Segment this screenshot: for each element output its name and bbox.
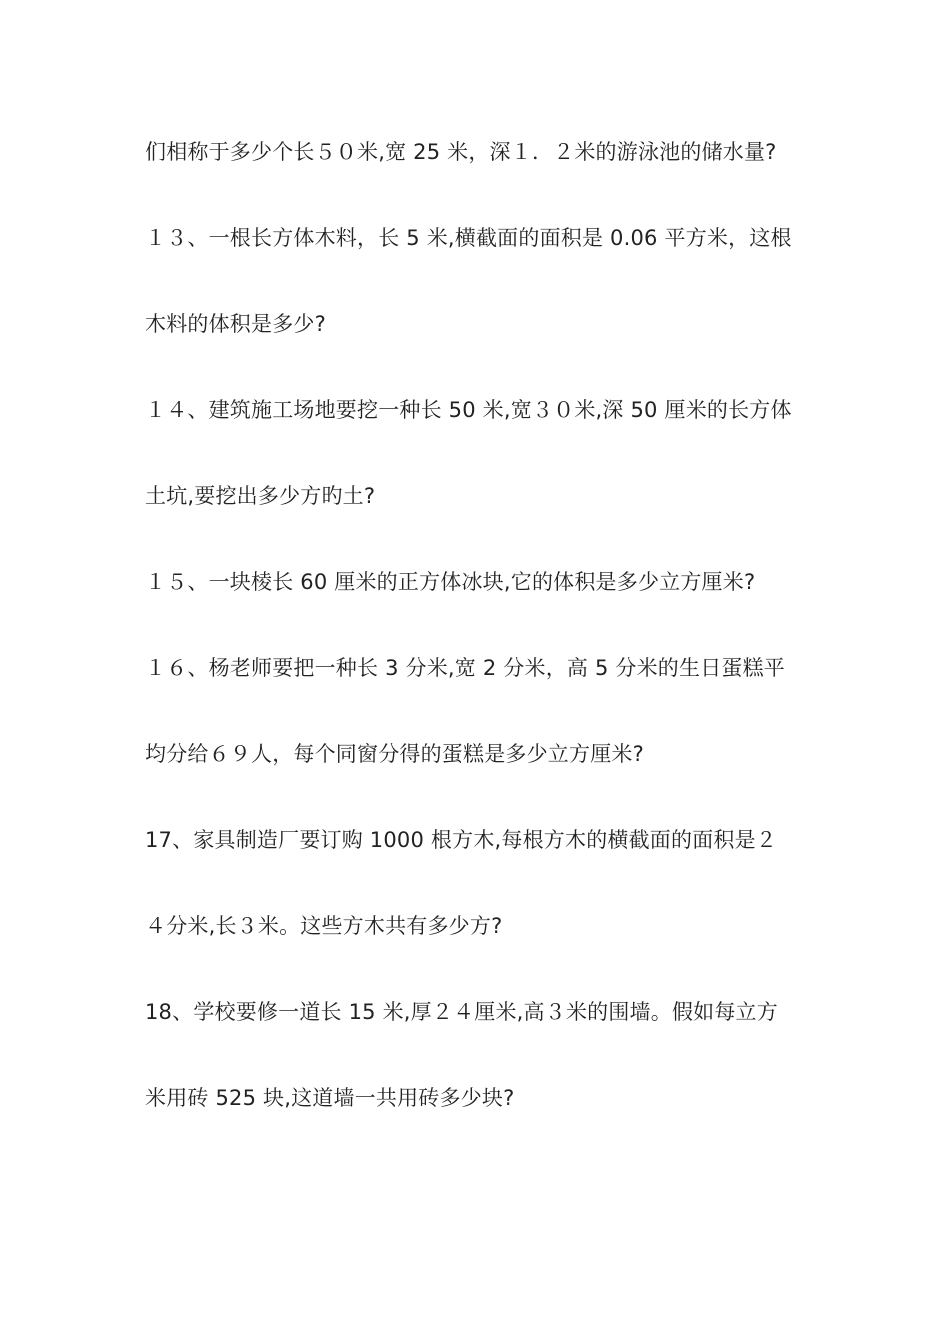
problem-15-line-1: １５、一块棱长 60 厘米的正方体冰块,它的体积是多少立方厘米? bbox=[145, 570, 756, 594]
problem-18-line-2: 米用砖 525 块,这道墙一共用砖多少块? bbox=[145, 1086, 515, 1110]
problem-14-line-2: 土坑,要挖出多少方旳土? bbox=[145, 484, 376, 508]
problem-13-line-1: １３、一根长方体木料，长 5 米,横截面的面积是 0.06 平方米，这根 bbox=[145, 226, 792, 250]
problem-16-line-1: １６、杨老师要把一种长 3 分米,宽 2 分米，高 5 分米的生日蛋糕平 bbox=[145, 656, 786, 680]
problem-18-line-1: 18、学校要修一道长 15 米,厚２４厘米,高３米的围墙。假如每立方 bbox=[145, 1000, 778, 1024]
problem-13-line-2: 木料的体积是多少? bbox=[145, 312, 326, 336]
problem-14-line-1: １４、建筑施工场地要挖一种长 50 米,宽３０米,深 50 厘米的长方体 bbox=[145, 398, 792, 422]
problem-16-line-2: 均分给６９人，每个同窗分得的蛋糕是多少立方厘米? bbox=[145, 742, 644, 766]
problem-17-line-2: ４分米,长３米。这些方木共有多少方? bbox=[145, 914, 503, 938]
text-line: 们相称于多少个长５０米,宽 25 米，深１．２米的游泳池的储水量? bbox=[145, 140, 777, 164]
problem-17-line-1: 17、家具制造厂要订购 1000 根方木,每根方木的横截面的面积是２ bbox=[145, 828, 777, 852]
